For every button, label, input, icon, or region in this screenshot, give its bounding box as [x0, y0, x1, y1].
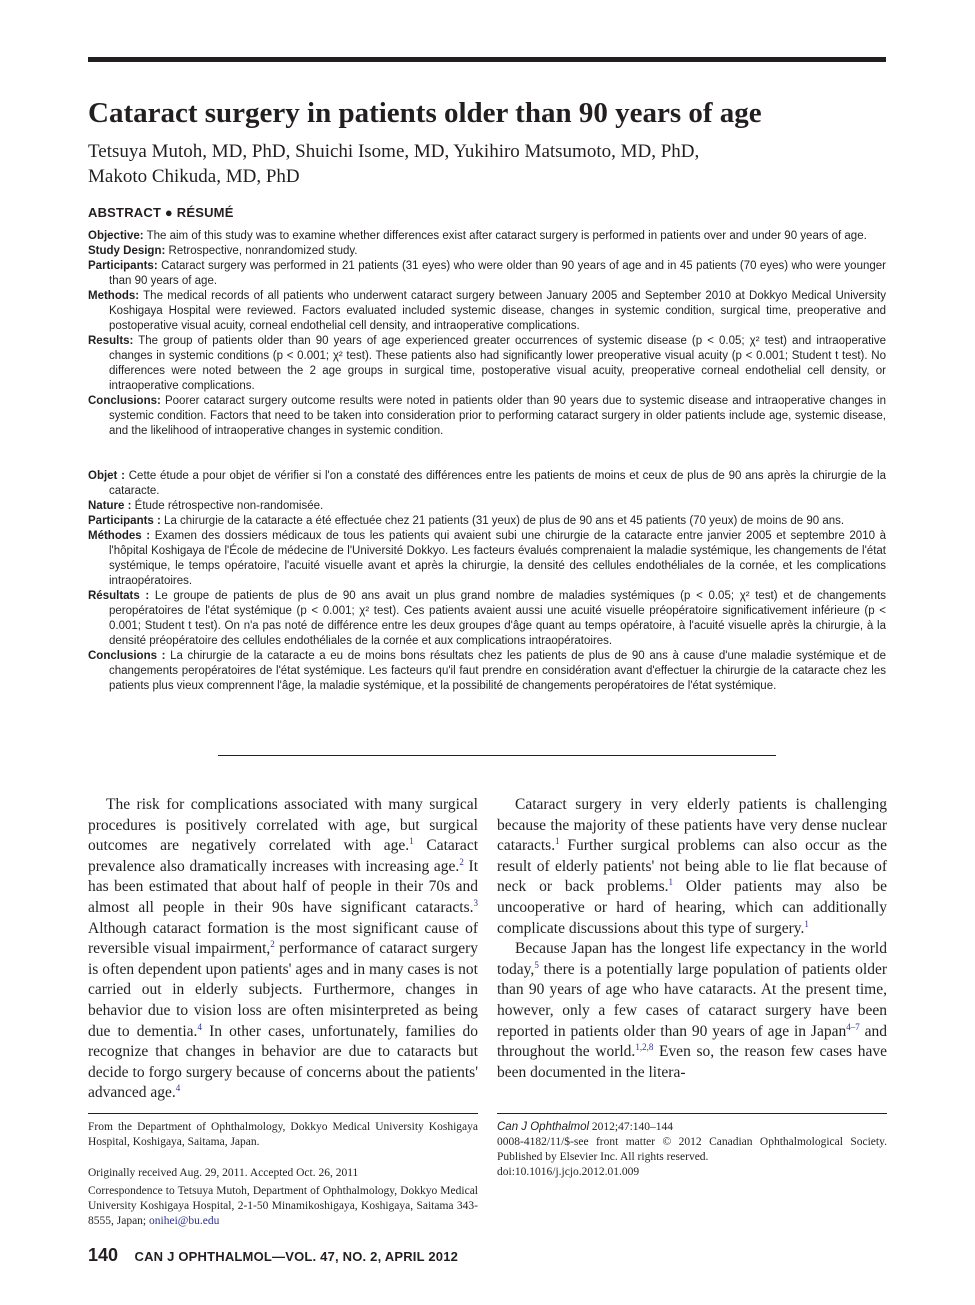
abstract-label: Conclusions: — [88, 395, 161, 407]
citation-ref[interactable]: 1 — [409, 836, 414, 847]
body-text: Even so, the reason few cases have been documented in the litera- — [497, 1043, 887, 1081]
abstract-label: Participants: — [88, 260, 158, 272]
abstract-label: Methods: — [88, 290, 140, 302]
body-text: and throughout the world. — [497, 1022, 887, 1061]
page-number: 140 — [88, 1245, 119, 1265]
footnote-rule — [497, 1113, 887, 1114]
body-paragraph — [497, 939, 887, 1083]
citation-volume: 2012;47:140–144 — [589, 1121, 674, 1133]
citation-ref[interactable]: 1 — [804, 918, 809, 929]
affiliation-note: From the Department of Ophthalmology, Dokkyo Medical University Koshigaya Hospital, Koshigaya, Saitama, Japan. — [88, 1121, 478, 1148]
article-title: Cataract surgery in patients older than 90 years of age — [88, 97, 762, 129]
correspondence-note — [88, 1184, 478, 1229]
citation-ref[interactable]: 3 — [473, 897, 478, 908]
abstract-text: Examen des dossiers médicaux de tous les patients qui avaient subi une chirurgie de la cataracte entre janvier 2005 et septembre 2010 à l'hôpital Koshigaya de l'École de médecine de l'Université Dokkyo. Les facteurs évalués comprenaient la maladie systémique, les changements de l'état systémique, le temps opératoire, l'acuité visuelle avant et après la chirurgie, la densité des cellules endothéliales de la cornée, et les complications intraopératoires. — [109, 530, 886, 587]
citation-ref[interactable]: 2 — [459, 856, 464, 867]
abstract-text: Étude rétrospective non-randomisée. — [131, 500, 324, 512]
abstract-item — [88, 244, 886, 259]
citation-ref[interactable]: 1 — [668, 877, 674, 888]
abstract-item — [88, 259, 886, 289]
correspondence-text: Correspondence to Tetsuya Mutoh, Department of Ophthalmology, Dokkyo Medical University Koshigaya Hospital, 2-1-50 Minamikoshigaya, Koshigaya, Saitama 343-8555, Japan; — [88, 1185, 478, 1227]
citation-ref[interactable]: 4–7 — [846, 1021, 860, 1032]
abstract-text: Le groupe de patients de plus de 90 ans avait un plus grand nombre de maladies systémiques (p < 0.05; χ² test) et de changements peropératoires de l'état systémique (p < 0.001; χ² test). Ces patients avaient aussi une acuité visuelle préopératoire significativement inférieure (p < 0.001; Student t test). On n'a pas noté de différence entre les deux groupes d'âge quant au temps opératoire, à l'acuité visuelle après la chirurgie, à la densité préopératoire des cellules endothéliales de la cornée et aux complications intraopératoires. — [109, 590, 887, 647]
abstract-item — [88, 589, 886, 649]
abstract-text: La chirurgie de la cataracte a eu de moins bons résultats chez les patients de plus de 90 ans à cause d'une maladie systémique et de changements peropératoires de l'état systémique. Les facteurs qu'il faut prendre en considération avant d'effectuer la chirurgie de la cataracte chez les patients plus vieux comprennent l'âge, la maladie systémique, et la possibilité de changements peropératoires de l'état systémique. — [109, 650, 887, 692]
body-column-right — [497, 795, 887, 1083]
body-column-left — [88, 795, 478, 1104]
section-divider — [218, 755, 776, 756]
abstract-text: The aim of this study was to examine whether differences exist after cataract surgery is performed in patients over and under 90 years of age. — [143, 230, 867, 242]
email-link[interactable]: onihei@bu.edu — [149, 1215, 220, 1227]
author-line: Makoto Chikuda, MD, PhD — [88, 166, 300, 187]
citation-ref[interactable]: 4 — [197, 1021, 202, 1032]
abstract-item — [88, 514, 886, 529]
abstract-label: Results: — [88, 335, 134, 347]
abstract-text: Poorer cataract surgery outcome results were noted in patients older than 90 years due to systemic disease and intraoperative changes in systemic condition. Factors that need to be taken into consideration prior to performing cataract surgery in older patients include age, systemic disease, and the likelihood of intraoperative changes in systemic condition. — [109, 395, 886, 437]
top-rule — [88, 57, 886, 62]
body-text: In other cases, unfortunately, families do recognize that changes in behavior are due to cataracts but decide to forgo surgery because of concerns about the patients' advanced age. — [88, 1022, 478, 1102]
citation-ref[interactable]: 1 — [555, 836, 560, 847]
body-text: Cataract surgery in very elderly patients is challenging because the majority of these patients have very dense nuclear cataracts. — [497, 796, 887, 855]
citation-ref[interactable]: 4 — [175, 1083, 181, 1094]
abstract-item — [88, 499, 886, 514]
body-text: Although cataract formation is the most significant cause of reversible visual impairment, — [88, 919, 478, 958]
issn-copyright: 0008-4182/11/$-see front matter © 2012 Canadian Ophthalmological Society. Published by Elsevier Inc. All rights reserved. — [497, 1136, 887, 1163]
abstract-text: Cette étude a pour objet de vérifier si l'on a constaté des différences entre les patients de moins et ceux de plus de 90 ans après la chirurgie de la cataracte. — [109, 470, 886, 497]
doi[interactable]: doi:10.1016/j.jcjo.2012.01.009 — [497, 1166, 640, 1178]
body-text: there is a potentially large population of patients older than 90 years of age who have cataracts. At the present time, however, only a few cases of cataract surgery have been reported in patients older than 90 years of age in Japan — [497, 960, 887, 1040]
body-text: The risk for complications associated with many surgical procedures is positively correlated with age, but surgical outcomes are negatively correlated with age. — [88, 796, 478, 855]
body-text: Older patients may also be uncooperative or hard of hearing, which can additionally complicate discussions about this type of surgery. — [497, 878, 887, 937]
abstract-label: Résultats : — [88, 590, 150, 602]
body-paragraph — [497, 795, 887, 939]
author-list — [88, 139, 788, 189]
abstract-text: La chirurgie de la cataracte a été effectuée chez 21 patients (31 yeux) de plus de 90 ans et 45 patients (70 yeux) de moins de 90 ans. — [160, 515, 845, 527]
abstract-item — [88, 469, 886, 499]
abstract-label: Participants : — [88, 515, 161, 527]
journal-running-head: CAN J OPHTHALMOL—VOL. 47, NO. 2, APRIL 2012 — [134, 1249, 459, 1264]
abstract-heading: ABSTRACT ● RÉSUMÉ — [88, 205, 234, 220]
abstract-item — [88, 289, 886, 334]
abstract-text: Retrospective, nonrandomized study. — [165, 245, 358, 257]
citation-journal: Can J Ophthalmol — [497, 1121, 590, 1133]
abstract-english — [88, 229, 886, 439]
abstract-text: The medical records of all patients who underwent cataract surgery between January 2005 and September 2010 at Dokkyo Medical University Koshigaya Hospital were reviewed. Factors evaluated included systemic disease, changes in systemic condition, surgical time, preoperative and postoperative visual acuity, corneal endothelial cell density, and intraoperative complications. — [109, 290, 886, 332]
abstract-label: Study Design: — [88, 245, 166, 257]
body-paragraph — [88, 795, 478, 1104]
abstract-label: Méthodes : — [88, 530, 151, 542]
abstract-item — [88, 394, 886, 439]
journal-info — [497, 1120, 887, 1180]
body-text: Further surgical problems can also occur as the result of elderly patients' not being able to lie flat because of neck or back problems. — [497, 837, 887, 896]
abstract-text: The group of patients older than 90 years of age experienced greater occurrences of systemic disease (p < 0.05; χ² test) and intraoperative changes in systemic conditions (p < 0.001; χ² test). These patients also had significantly lower preoperative visual acuity (p < 0.001; Student t test). No differences were noted between the 2 age groups in surgical time, postoperative visual acuity, preoperative corneal endothelial cell density, or intraoperative complications. — [109, 335, 886, 392]
abstract-item — [88, 334, 886, 394]
citation-ref[interactable]: 1,2,8 — [635, 1041, 654, 1052]
abstract-label: Objective: — [88, 230, 144, 242]
author-line: Tetsuya Mutoh, MD, PhD, Shuichi Isome, MD, Yukihiro Matsumoto, MD, PhD, — [88, 141, 700, 162]
abstract-item — [88, 229, 886, 244]
body-text: performance of cataract surgery is often dependent upon patients' ages and in many cases is not carried out in elderly subjects. Furthermore, changes in behavior due to vision loss are often misinterpreted as being due to dementia. — [88, 940, 478, 1040]
abstract-label: Objet : — [88, 470, 125, 482]
citation-ref[interactable]: 2 — [270, 939, 275, 949]
abstract-text: Cataract surgery was performed in 21 patients (31 eyes) who were older than 90 years of age and in 45 patients (70 eyes) who were younger than 90 years of age. — [109, 260, 886, 287]
footnote-rule — [88, 1113, 478, 1114]
abstract-item — [88, 649, 886, 694]
abstract-label: Nature : — [88, 500, 132, 512]
body-text: Because Japan has the longest life expectancy in the world today, — [497, 940, 887, 978]
citation — [497, 1120, 887, 1135]
body-text: It has been estimated that about half of people in their 70s and almost all people in their 90s have significant cataracts. — [88, 857, 479, 916]
abstract-item — [88, 529, 886, 589]
abstract-label: Conclusions : — [88, 650, 166, 662]
page-footer — [88, 1245, 458, 1266]
body-text: Cataract prevalence also dramatically increases with increasing age. — [88, 837, 478, 875]
received-note: Originally received Aug. 29, 2011. Accepted Oct. 26, 2011 — [88, 1167, 359, 1179]
abstract-french — [88, 469, 886, 694]
citation-ref[interactable]: 5 — [534, 959, 539, 970]
